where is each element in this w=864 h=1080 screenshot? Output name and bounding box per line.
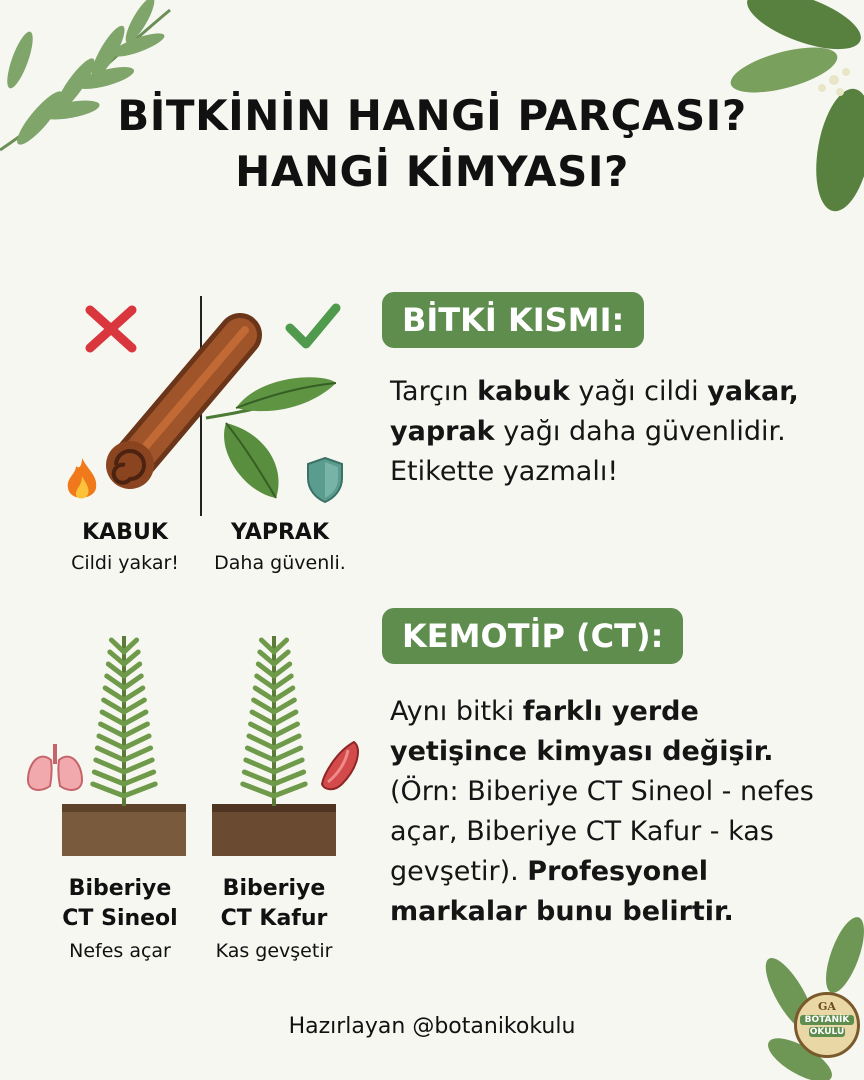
plant2-ct: CT Kafur bbox=[220, 906, 328, 931]
chemotype-description bbox=[390, 692, 840, 932]
leaf-caption: Daha güvenli. bbox=[214, 552, 346, 574]
logo-line-1: BOTANİK bbox=[800, 1015, 854, 1025]
page-title bbox=[0, 88, 864, 200]
fire-icon bbox=[62, 456, 102, 504]
chemotype-text-segment: Profesyonel markalar bunu belirtir. bbox=[390, 856, 734, 927]
logo-monogram: GA bbox=[818, 1000, 836, 1013]
leaf-label: YAPRAK bbox=[231, 520, 329, 545]
title-line-1: BİTKİNİN HANGİ PARÇASI? bbox=[117, 91, 747, 140]
plant-part-text-segment: kabuk bbox=[477, 376, 570, 407]
chemotype-pill: KEMOTİP (CT): bbox=[382, 608, 683, 664]
bark-label: KABUK bbox=[82, 520, 168, 545]
plant1-caption: Nefes açar bbox=[69, 940, 171, 962]
plant-part-pill: BİTKİ KISMI: bbox=[382, 292, 644, 348]
logo-line-2: OKULU bbox=[809, 1027, 845, 1037]
plant2-caption: Kas gevşetir bbox=[215, 940, 333, 962]
title-line-2: HANGİ KİMYASI? bbox=[235, 147, 629, 196]
botanik-okulu-logo bbox=[794, 992, 860, 1058]
plant-part-text-segment: yağı daha güvenlidir. Etikette yazmalı! bbox=[390, 416, 786, 487]
plant1-name: Biberiye bbox=[68, 876, 172, 901]
plant1-ct: CT Sineol bbox=[62, 906, 178, 931]
plant-part-text-segment: yağı cildi bbox=[569, 376, 708, 407]
chemotype-text-segment: farklı yerde yetişince kimyası değişir. bbox=[390, 696, 774, 767]
bark-caption: Cildi yakar! bbox=[71, 552, 179, 574]
plant-part-description bbox=[390, 372, 830, 492]
lungs-icon bbox=[24, 740, 86, 796]
footer-credit: Hazırlayan @botanikokulu bbox=[288, 1014, 576, 1039]
plant-part-text-segment: yakar, yaprak bbox=[390, 376, 799, 447]
plant-part-text-segment: Tarçın bbox=[390, 376, 478, 407]
plant2-name: Biberiye bbox=[222, 876, 326, 901]
chemotype-text-segment: (Örn: Biberiye CT Sineol - nefes açar, Biberiye CT Kafur - kas gevşetir). bbox=[390, 776, 814, 887]
check-mark-icon bbox=[284, 300, 342, 352]
muscle-icon bbox=[318, 738, 364, 794]
shield-icon bbox=[304, 456, 346, 504]
chemotype-text-segment: Aynı bitki bbox=[390, 696, 523, 727]
